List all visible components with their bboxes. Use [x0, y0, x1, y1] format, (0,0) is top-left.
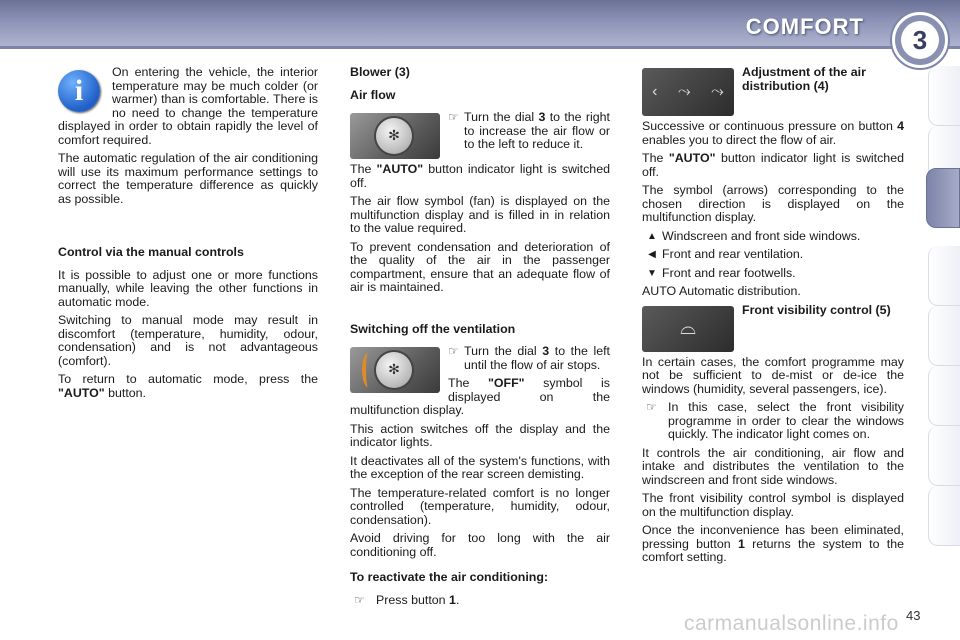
arrow-symbol-text: The symbol (arrows) corresponding to the chosen direction is displayed on the multifunction display. — [642, 183, 904, 224]
chapter-tab-active[interactable] — [926, 168, 960, 228]
chevron-left-icon: ‹ — [652, 83, 658, 101]
off-post: symbol is displayed on the multifunction display. — [350, 376, 610, 417]
fan-symbol-text: The air flow symbol (fan) is displayed on the multifunction display and is filled in in relation to the value required. — [350, 194, 610, 235]
once-eliminated-text — [642, 524, 904, 565]
turn2-post: to the left until the flow of air stops. — [464, 344, 610, 372]
page-header — [0, 0, 960, 60]
distribution-heading: Adjustment of the air distribution (4) — [742, 65, 866, 93]
arrow-down-icon: ▼ — [647, 267, 657, 279]
off-label: "OFF" — [488, 376, 525, 390]
blower-dial-off-photo — [350, 347, 440, 393]
option-label: Windscreen and front side windows. — [662, 228, 861, 243]
button-number: 1 — [449, 592, 456, 607]
reactivate-heading: To reactivate the air conditioning: — [350, 570, 549, 584]
arrow-up-icon: ▲ — [647, 230, 657, 242]
seat-airflow-icon: ⤳ — [677, 83, 691, 101]
succ-pre: Successive or continuous pressure on button — [642, 119, 893, 133]
visibility-heading: Front visibility control (5) — [742, 302, 891, 317]
press-button-instruction — [350, 594, 610, 608]
watermark: carmanualsonline.info — [684, 612, 899, 635]
airflow-heading: Air flow — [350, 87, 396, 102]
dial-number: 3 — [538, 110, 546, 124]
distribution-option — [642, 285, 904, 299]
return-auto-text — [58, 373, 318, 400]
certain-cases-text: In certain cases, the comfort programme may not be sufficient to de-mist or de-ice the windows (humidity, several passengers, ice). — [642, 354, 904, 396]
pointing-hand-icon: ☞ — [354, 592, 365, 607]
page-number: 43 — [906, 608, 921, 623]
auto-post: button indicator light is switched off. — [350, 162, 610, 190]
intro-text: On entering the vehicle, the interior temperature may be much colder (or warmer) than is comfortable. There is no need to change the temperature displayed in order to obtain rapidly the level of comfort required. — [58, 65, 318, 147]
deactivate-text: It deactivates all of the system's functions, with the exception of the rear screen demisting. — [350, 453, 610, 481]
switch-off-heading: Switching off the ventilation — [350, 321, 516, 336]
auto-label: "AUTO" — [376, 162, 424, 176]
avoid-driving-text: Avoid driving for too long with the air conditioning off. — [350, 531, 610, 559]
blower-heading: Blower (3) — [350, 65, 410, 79]
auto-pre: The — [350, 162, 372, 176]
blower-dial-photo — [350, 113, 440, 159]
chapter-tab[interactable] — [928, 306, 960, 366]
pointing-hand-icon: ☞ — [448, 344, 459, 358]
auto-regulation-text: The automatic regulation of the air conditioning will use its maximum performance settings to correct the temperature difference as quickly as possible. — [58, 151, 318, 206]
press-pre: Press button — [376, 592, 446, 607]
select-visibility-text: In this case, select the front visibility programme in order to clear the windows quickly. The indicator light comes on. — [668, 400, 904, 441]
windscreen-demist-icon: ⌓ — [680, 316, 696, 339]
fan-icon: ✻ — [376, 352, 412, 388]
distribution-option — [642, 248, 904, 262]
button-number: 4 — [897, 119, 904, 133]
succ-post: enables you to direct the flow of air. — [642, 132, 837, 147]
turn-dial-instruction — [448, 111, 610, 152]
manual-controls-heading: Control via the manual controls — [58, 245, 244, 259]
right-column — [642, 66, 904, 570]
auto-post: button indicator light is switched off. — [642, 151, 904, 179]
seat-airflow-icon: ⤳ — [711, 83, 724, 101]
turn2-pre: Turn the dial — [464, 344, 537, 358]
left-column — [58, 66, 318, 405]
manual-adjust-text: It is possible to adjust one or more functions manually, while leaving the other functions in automatic mode. — [58, 267, 318, 309]
chapter-badge — [892, 12, 948, 68]
option-label: AUTO Automatic distribution. — [642, 284, 801, 298]
successive-press-text — [642, 120, 904, 147]
chapter-tab[interactable] — [928, 486, 960, 546]
chapter-tab[interactable] — [928, 246, 960, 306]
prevent-condensation-text: To prevent condensation and deterioration of the quality of the air in the passenger compartment, ensure that an adequate flow of air is maintained. — [350, 239, 610, 294]
fan-icon: ✻ — [376, 118, 412, 154]
once-post: returns the system to the comfort setting. — [642, 536, 905, 564]
chapter-tab[interactable] — [928, 366, 960, 426]
arrow-left-icon: ◀ — [648, 249, 656, 260]
rotate-left-arrow-icon — [362, 353, 374, 387]
auto-label: "AUTO" — [668, 151, 716, 165]
front-visibility-button-photo — [642, 306, 734, 352]
turn1-pre: Turn the dial — [464, 110, 535, 124]
option-label: Front and rear ventilation. — [662, 247, 804, 261]
chapter-tab[interactable] — [928, 66, 960, 126]
once-pre: Once the inconvenience has been eliminated, pressing button — [642, 523, 904, 551]
pointing-hand-icon: ☞ — [646, 400, 657, 414]
chapter-tabs — [928, 66, 960, 576]
controls-text: It controls the air conditioning, air flow and intake and distributes the ventilation to the windscreen and front side windows. — [642, 445, 904, 487]
middle-column — [350, 66, 610, 612]
auto-indicator-text — [642, 152, 904, 179]
action-text: This action switches off the display and the indicator lights. — [350, 421, 610, 449]
return-auto-post: button. — [108, 385, 146, 400]
pointing-hand-icon: ☞ — [448, 110, 459, 124]
distribution-option — [642, 230, 904, 244]
dial-number: 3 — [542, 344, 550, 358]
select-visibility-instruction — [642, 401, 904, 442]
press-post: . — [455, 592, 460, 607]
button-number: 1 — [737, 536, 745, 551]
off-pre: The — [448, 376, 470, 390]
option-label: Front and rear footwells. — [662, 265, 796, 280]
return-auto-pre: To return to automatic mode, press the — [58, 372, 318, 386]
auto-pre: The — [642, 151, 664, 165]
auto-button-label: "AUTO" — [58, 385, 105, 400]
info-icon: i — [58, 70, 100, 112]
chapter-tab[interactable] — [928, 426, 960, 486]
front-symbol-text: The front visibility control symbol is displayed on the multifunction display. — [642, 491, 904, 519]
turn1-post: to the right to increase the air flow or to the left to reduce it. — [464, 110, 610, 151]
page-title: COMFORT — [745, 14, 864, 39]
distribution-buttons-photo — [642, 68, 734, 116]
manual-mode-text: Switching to manual mode may result in discomfort (temperature, humidity, odour, condensation) and is not advantageous (comfort). — [58, 313, 318, 368]
turn-dial-off-instruction — [448, 345, 610, 372]
header-rule — [0, 46, 960, 49]
distribution-option — [642, 267, 904, 281]
temperature-comfort-text: The temperature-related comfort is no longer controlled (temperature, humidity, odour, condensation). — [350, 485, 610, 527]
auto-indicator-text — [350, 163, 610, 190]
chapter-number: 3 — [901, 21, 939, 59]
